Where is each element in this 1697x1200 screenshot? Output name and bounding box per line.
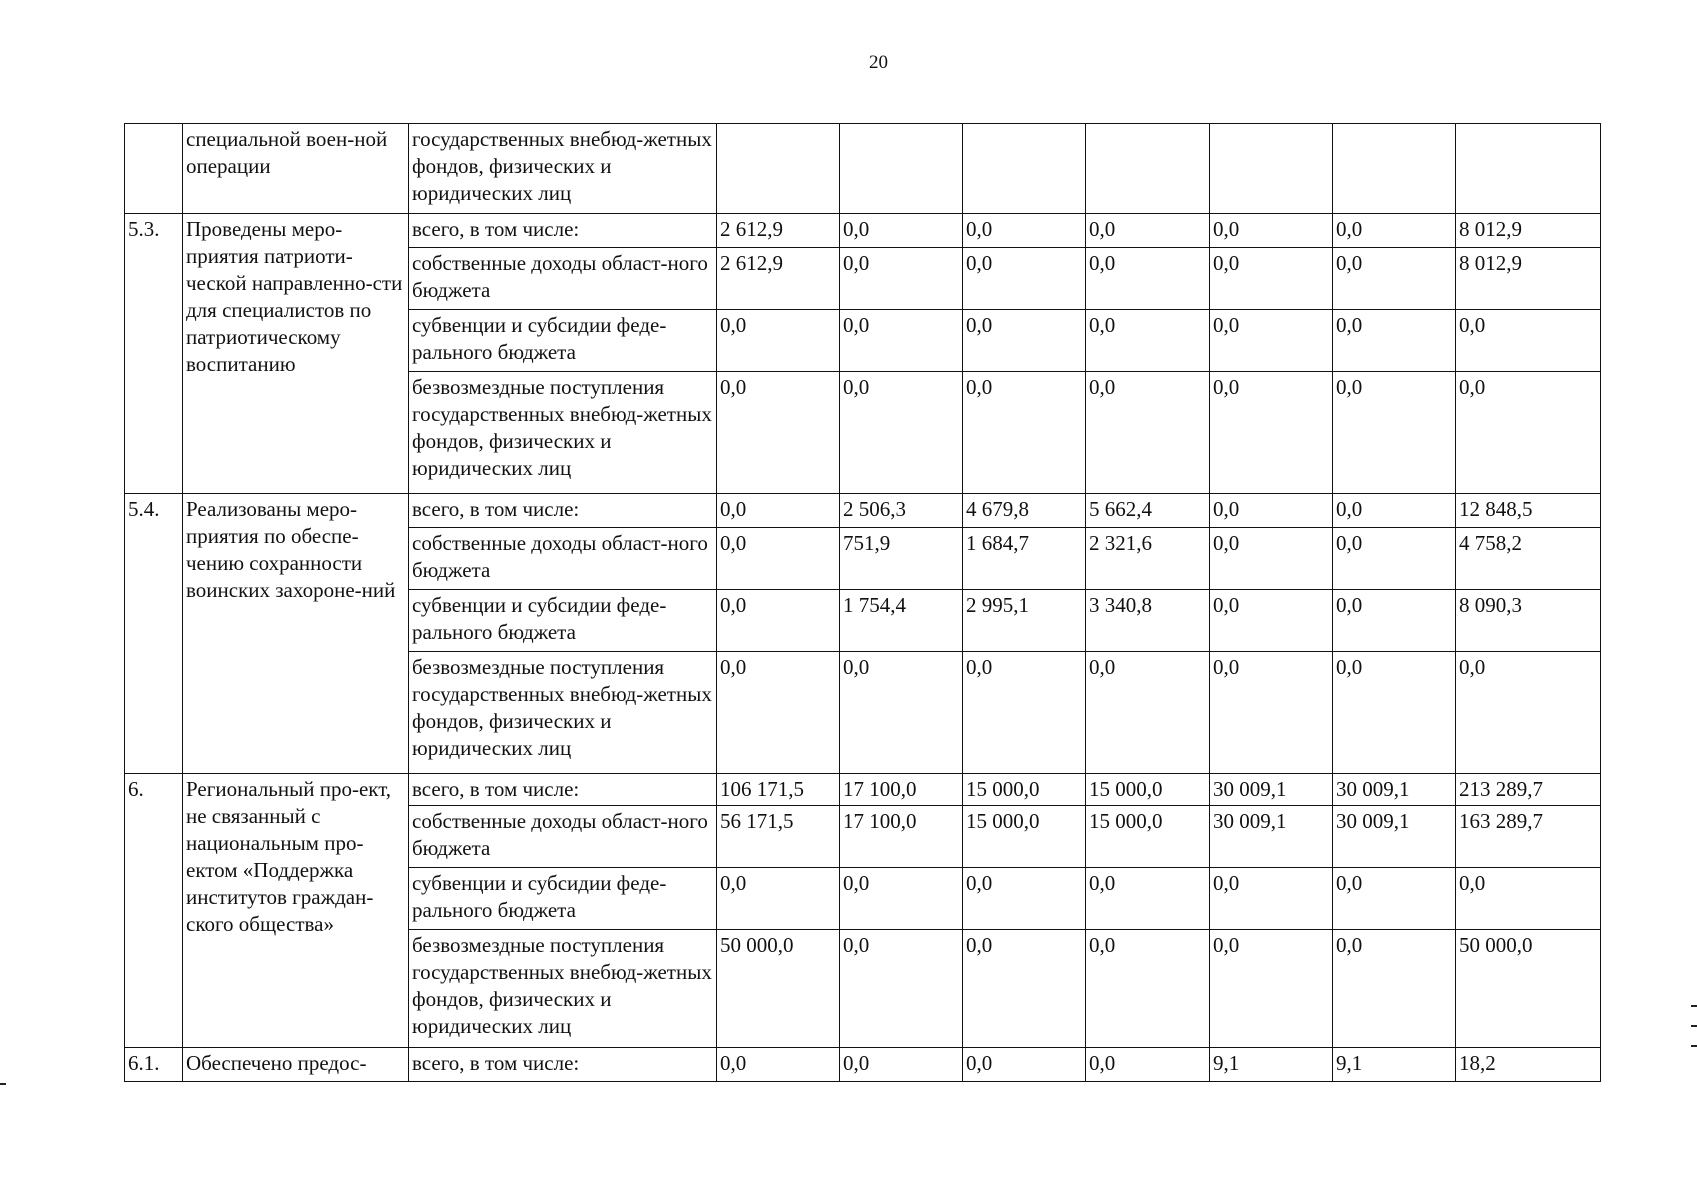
- year-value-cell: 0,0: [1333, 310, 1456, 372]
- event-title-cell: Региональный про-ект, не связанный с национальным про-ектом «Поддержка институтов граждан-ского общества»: [183, 774, 409, 1048]
- year-value-cell: 0,0: [963, 214, 1086, 248]
- funding-source-cell: всего, в том числе:: [409, 774, 717, 806]
- year-value-cell: 17 100,0: [840, 806, 963, 868]
- funding-source-cell: всего, в том числе:: [409, 214, 717, 248]
- year-value-cell: 0,0: [840, 652, 963, 774]
- year-value-cell: 0,0: [1210, 590, 1333, 652]
- year-value-cell: 0,0: [1086, 1048, 1210, 1082]
- event-title-cell: Проведены меро-приятия патриоти-ческой направленно-сти для специалистов по патриотическому воспитанию: [183, 214, 409, 494]
- year-value-cell: 0,0: [840, 930, 963, 1048]
- total-value-cell: 12 848,5: [1456, 494, 1601, 528]
- year-value-cell: 106 171,5: [717, 774, 840, 806]
- year-value-cell: [717, 124, 840, 214]
- year-value-cell: 751,9: [840, 528, 963, 590]
- row-number-cell: 5.4.: [125, 494, 183, 774]
- year-value-cell: 0,0: [1086, 248, 1210, 310]
- year-value-cell: 0,0: [1333, 494, 1456, 528]
- year-value-cell: 0,0: [963, 1048, 1086, 1082]
- year-value-cell: 15 000,0: [1086, 806, 1210, 868]
- year-value-cell: 0,0: [1210, 248, 1333, 310]
- row-number-cell: [125, 124, 183, 214]
- year-value-cell: 30 009,1: [1333, 774, 1456, 806]
- funding-source-cell: собственные доходы област-ного бюджета: [409, 806, 717, 868]
- year-value-cell: 0,0: [1086, 310, 1210, 372]
- year-value-cell: 2 321,6: [1086, 528, 1210, 590]
- year-value-cell: 0,0: [1086, 214, 1210, 248]
- year-value-cell: 0,0: [1210, 494, 1333, 528]
- edge-mark-right-1: [1691, 1005, 1697, 1007]
- year-value-cell: 50 000,0: [717, 930, 840, 1048]
- year-value-cell: 2 506,3: [840, 494, 963, 528]
- event-title-cell: Обеспечено предос-: [183, 1048, 409, 1082]
- funding-source-cell: субвенции и субсидии феде-рального бюджета: [409, 310, 717, 372]
- year-value-cell: 2 612,9: [717, 214, 840, 248]
- funding-source-cell: собственные доходы област-ного бюджета: [409, 528, 717, 590]
- year-value-cell: 15 000,0: [963, 774, 1086, 806]
- total-value-cell: 163 289,7: [1456, 806, 1601, 868]
- year-value-cell: 0,0: [840, 372, 963, 494]
- funding-source-cell: собственные доходы област-ного бюджета: [409, 248, 717, 310]
- table-row: [125, 214, 1601, 248]
- edge-mark-right-2: [1691, 1025, 1697, 1027]
- year-value-cell: 0,0: [1333, 248, 1456, 310]
- year-value-cell: 0,0: [1333, 528, 1456, 590]
- year-value-cell: [1086, 124, 1210, 214]
- total-value-cell: 0,0: [1456, 372, 1601, 494]
- total-value-cell: 213 289,7: [1456, 774, 1601, 806]
- year-value-cell: 3 340,8: [1086, 590, 1210, 652]
- year-value-cell: 0,0: [840, 248, 963, 310]
- funding-source-cell: субвенции и субсидии феде-рального бюджета: [409, 868, 717, 930]
- year-value-cell: 0,0: [963, 868, 1086, 930]
- year-value-cell: 0,0: [717, 868, 840, 930]
- year-value-cell: 30 009,1: [1210, 774, 1333, 806]
- year-value-cell: 17 100,0: [840, 774, 963, 806]
- year-value-cell: 0,0: [717, 372, 840, 494]
- year-value-cell: [1210, 124, 1333, 214]
- row-number-cell: 6.: [125, 774, 183, 1048]
- total-value-cell: 0,0: [1456, 868, 1601, 930]
- row-number-cell: 6.1.: [125, 1048, 183, 1082]
- year-value-cell: 0,0: [717, 1048, 840, 1082]
- year-value-cell: 0,0: [1210, 528, 1333, 590]
- year-value-cell: 15 000,0: [963, 806, 1086, 868]
- total-value-cell: 18,2: [1456, 1048, 1601, 1082]
- year-value-cell: 15 000,0: [1086, 774, 1210, 806]
- year-value-cell: 1 754,4: [840, 590, 963, 652]
- year-value-cell: 0,0: [1086, 868, 1210, 930]
- year-value-cell: 2 612,9: [717, 248, 840, 310]
- year-value-cell: 0,0: [717, 494, 840, 528]
- year-value-cell: [963, 124, 1086, 214]
- year-value-cell: 0,0: [1210, 310, 1333, 372]
- year-value-cell: 4 679,8: [963, 494, 1086, 528]
- year-value-cell: 0,0: [1333, 372, 1456, 494]
- year-value-cell: 0,0: [1086, 372, 1210, 494]
- total-value-cell: 4 758,2: [1456, 528, 1601, 590]
- table-row: [125, 124, 1601, 214]
- year-value-cell: 0,0: [963, 930, 1086, 1048]
- funding-source-cell: государственных внебюд-жетных фондов, физических и юридических лиц: [409, 124, 717, 214]
- year-value-cell: 0,0: [963, 372, 1086, 494]
- total-value-cell: 0,0: [1456, 310, 1601, 372]
- event-title-cell: Реализованы меро-приятия по обеспе-чению сохранности воинских захороне-ний: [183, 494, 409, 774]
- year-value-cell: 0,0: [717, 528, 840, 590]
- year-value-cell: [1333, 124, 1456, 214]
- year-value-cell: 0,0: [963, 310, 1086, 372]
- total-value-cell: 8 090,3: [1456, 590, 1601, 652]
- year-value-cell: 0,0: [1210, 868, 1333, 930]
- budget-table: [124, 123, 1601, 1082]
- year-value-cell: 0,0: [717, 652, 840, 774]
- edge-mark-left: [0, 1083, 6, 1085]
- year-value-cell: 0,0: [1333, 590, 1456, 652]
- year-value-cell: 9,1: [1333, 1048, 1456, 1082]
- year-value-cell: 30 009,1: [1210, 806, 1333, 868]
- table-row: [125, 774, 1601, 806]
- funding-source-cell: субвенции и субсидии феде-рального бюджета: [409, 590, 717, 652]
- total-value-cell: 8 012,9: [1456, 248, 1601, 310]
- year-value-cell: [840, 124, 963, 214]
- year-value-cell: 0,0: [1333, 214, 1456, 248]
- year-value-cell: 2 995,1: [963, 590, 1086, 652]
- funding-source-cell: всего, в том числе:: [409, 494, 717, 528]
- total-value-cell: 8 012,9: [1456, 214, 1601, 248]
- year-value-cell: 0,0: [1333, 930, 1456, 1048]
- year-value-cell: 0,0: [1210, 214, 1333, 248]
- year-value-cell: 0,0: [840, 310, 963, 372]
- row-number-cell: 5.3.: [125, 214, 183, 494]
- year-value-cell: 0,0: [840, 214, 963, 248]
- year-value-cell: 0,0: [717, 590, 840, 652]
- year-value-cell: 0,0: [963, 652, 1086, 774]
- funding-source-cell: безвозмездные поступления государственных внебюд-жетных фондов, физических и юридических лиц: [409, 930, 717, 1048]
- year-value-cell: 0,0: [1210, 930, 1333, 1048]
- table-row: [125, 494, 1601, 528]
- funding-source-cell: безвозмездные поступления государственных внебюд-жетных фондов, физических и юридических лиц: [409, 652, 717, 774]
- year-value-cell: 0,0: [1333, 652, 1456, 774]
- year-value-cell: 0,0: [1086, 652, 1210, 774]
- year-value-cell: 56 171,5: [717, 806, 840, 868]
- table-row: [125, 1048, 1601, 1082]
- funding-source-cell: безвозмездные поступления государственных внебюд-жетных фондов, физических и юридических лиц: [409, 372, 717, 494]
- funding-source-cell: всего, в том числе:: [409, 1048, 717, 1082]
- total-value-cell: 0,0: [1456, 652, 1601, 774]
- year-value-cell: 0,0: [840, 868, 963, 930]
- year-value-cell: 0,0: [1210, 652, 1333, 774]
- year-value-cell: 30 009,1: [1333, 806, 1456, 868]
- year-value-cell: 0,0: [1333, 868, 1456, 930]
- total-value-cell: [1456, 124, 1601, 214]
- year-value-cell: 0,0: [717, 310, 840, 372]
- year-value-cell: 5 662,4: [1086, 494, 1210, 528]
- year-value-cell: 0,0: [963, 248, 1086, 310]
- year-value-cell: 0,0: [1086, 930, 1210, 1048]
- year-value-cell: 0,0: [1210, 372, 1333, 494]
- year-value-cell: 1 684,7: [963, 528, 1086, 590]
- event-title-cell: специальной воен-ной операции: [183, 124, 409, 214]
- year-value-cell: 0,0: [840, 1048, 963, 1082]
- page-number: 20: [869, 52, 888, 73]
- total-value-cell: 50 000,0: [1456, 930, 1601, 1048]
- year-value-cell: 9,1: [1210, 1048, 1333, 1082]
- edge-mark-right-3: [1691, 1045, 1697, 1047]
